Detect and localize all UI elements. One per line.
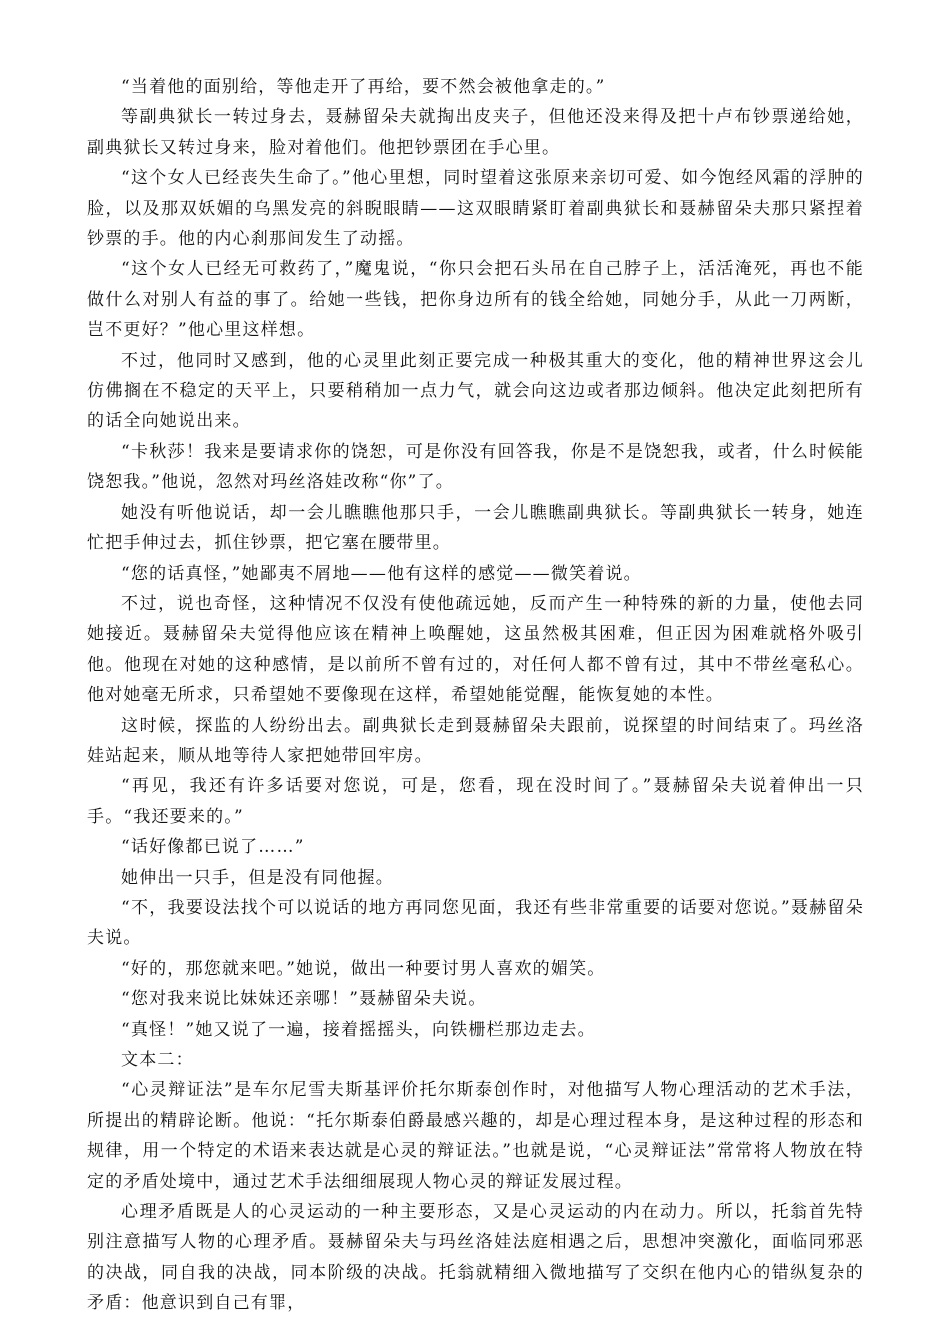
paragraph: “话好像都已说了……” (121, 837, 305, 858)
paragraph: “再见，我还有许多话要对您说，可是，您看，现在没时间了。”聂赫留朵夫说着伸出一只手。“我还要来的。” (87, 776, 864, 827)
paragraph: 她没有听他说话，却一会儿瞧瞧他那只手，一会儿瞧瞧副典狱长。等副典狱长一转身，她连忙把手伸过去，抓住钞票，把它塞在腰带里。 (87, 502, 864, 554)
paragraph: “不，我要设法找个可以说话的地方再同您见面，我还有些非常重要的话要对您说。”聂赫留朵夫说。 (87, 897, 864, 949)
paragraph: “您的话真怪，”她鄙夷不屑地——他有这样的感觉——微笑着说。 (121, 563, 642, 584)
paragraph: “当着他的面别给，等他走开了再给，要不然会被他拿走的。” (121, 77, 606, 97)
paragraph: “卡秋莎！我来是要请求你的饶恕，可是你没有回答我，你是不是饶恕我，或者，什么时候能饶恕我。”他说，忽然对玛丝洛娃改称“你”了。 (87, 441, 864, 493)
document-body (87, 72, 864, 1319)
paragraph: 不过，他同时又感到，他的心灵里此刻正要完成一种极其重大的变化，他的精神世界这会儿仿佛搁在不稳定的天平上，只要稍稍加一点力气，就会向这边或者那边倾斜。他决定此刻把所有的话全向她说出来。 (87, 350, 864, 432)
paragraph: 这时候，探监的人纷纷出去。副典狱长走到聂赫留朵夫跟前，说探望的时间结束了。玛丝洛娃站起来，顺从地等待人家把她带回牢房。 (87, 715, 864, 766)
paragraph: 她伸出一只手，但是没有同他握。 (121, 867, 394, 888)
paragraph: 不过，说也奇怪，这种情况不仅没有使他疏远她，反而产生一种特殊的新的力量，使他去同她接近。聂赫留朵夫觉得他应该在精神上唤醒她，这虽然极其困难，但正因为困难就格外吸引他。他现在对她的这种感情，是以前所不曾有过的，对任何人都不曾有过，其中不带丝毫私心。他对她毫无所求，只希望她不要像现在这样，希望她能觉醒，能恢复她的本性。 (87, 593, 864, 706)
paragraph: “您对我来说比妹妹还亲哪！”聂赫留朵夫说。 (121, 989, 487, 1010)
paragraph: 心理矛盾既是人的心灵运动的一种主要形态，又是心灵运动的内在动力。所以，托翁首先特别注意描写人物的心理矛盾。聂赫留朵夫与玛丝洛娃法庭相遇之后，思想冲突激化，面临同邪恶的决战，同自我的决战，同本阶级的决战。托翁就精细入微地描写了交织在他内心的错纵复杂的矛盾：他意识到自己有罪， (87, 1202, 864, 1314)
section-heading: 文本二： (121, 1050, 194, 1070)
paragraph: “这个女人已经无可救药了，”魔鬼说，“你只会把石头吊在自己脖子上，活活淹死，再也不能做什么对别人有益的事了。给她一些钱，把你身边所有的钱全给她，同她分手，从此一刀两断，岂不更好？”他心里这样想。 (87, 259, 864, 341)
paragraph: “好的，那您就来吧。”她说，做出一种要讨男人喜欢的媚笑。 (121, 958, 606, 979)
paragraph: “心灵辩证法”是车尔尼雪夫斯基评价托尔斯泰创作时，对他描写人物心理活动的艺术手法，所提出的精辟论断。他说：“托尔斯泰伯爵最感兴趣的，却是心理过程本身，是这种过程的形态和规律，用一个特定的术语来表达就是心灵的辩证法。”也就是说，“心灵辩证法”常常将人物放在特定的矛盾处境中，通过艺术手法细细展现人物心灵的辩证发展过程。 (87, 1080, 864, 1192)
paragraph: “真怪！”她又说了一遍，接着摇摇头，向铁栅栏那边走去。 (121, 1019, 596, 1040)
paragraph: 等副典狱长一转过身去，聂赫留朵夫就掏出皮夹子，但他还没来得及把十卢布钞票递给她，副典狱长又转过身来，脸对着他们。他把钞票团在手心里。 (87, 107, 864, 158)
paragraph: “这个女人已经丧失生命了。”他心里想，同时望着这张原来亲切可爱、如今饱经风霜的浮肿的脸，以及那双妖媚的乌黑发亮的斜睨眼睛——这双眼睛紧盯着副典狱长和聂赫留朵夫那只紧捏着钞票的手。他的内心刹那间发生了动摇。 (87, 168, 864, 250)
